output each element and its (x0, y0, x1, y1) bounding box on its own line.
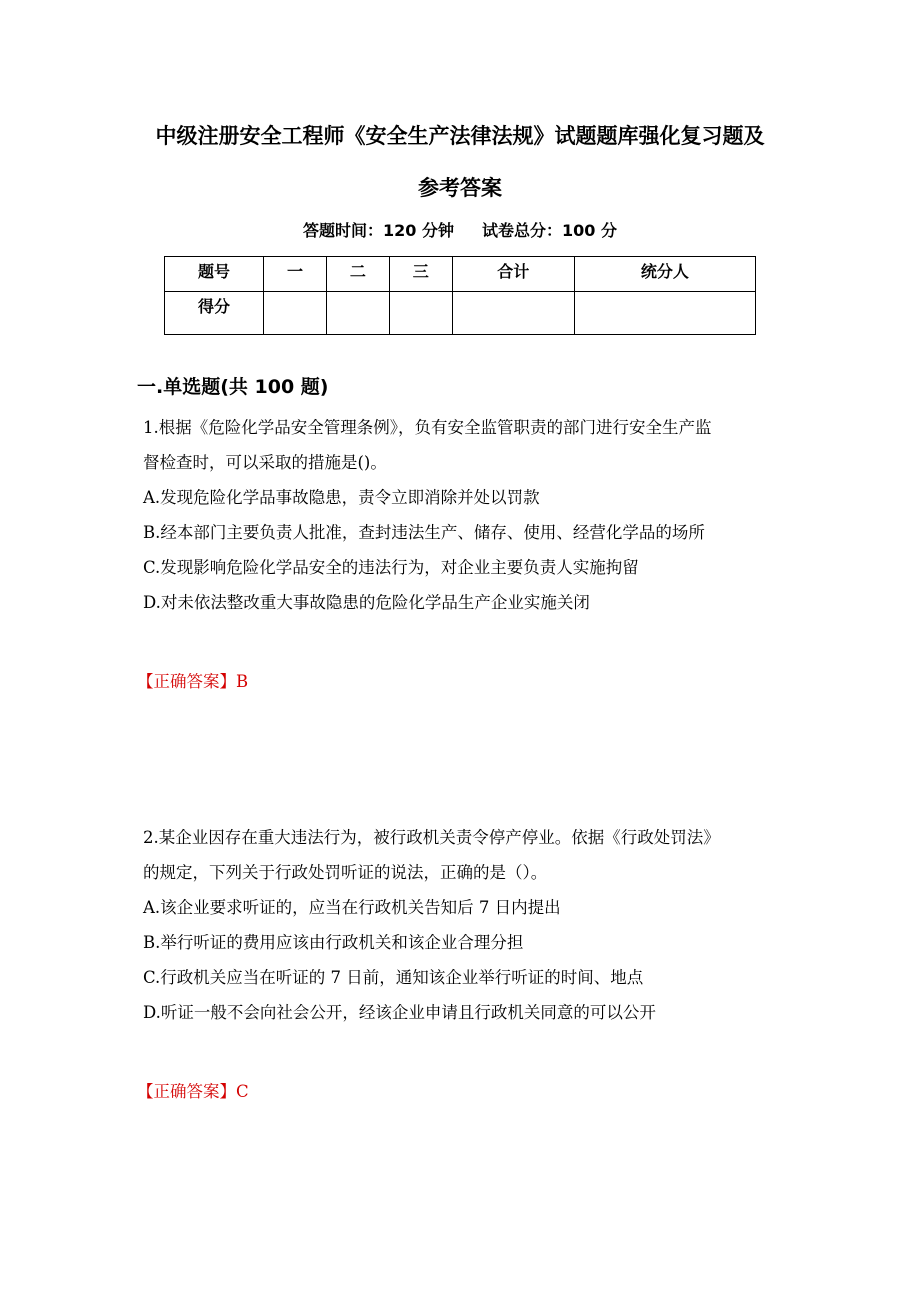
exam-time: 答题时间：120 分钟 (303, 221, 454, 240)
question-stem: 2.某企业因存在重大违法行为，被行政机关责令停产停业。依据《行政处罚法》 (143, 828, 720, 847)
section-title: 一.单选题(共 100 题) (137, 376, 329, 398)
exam-meta (0, 218, 920, 241)
question-stem: 1.根据《危险化学品安全管理条例》，负有安全监管职责的部门进行安全生产监 (143, 418, 712, 437)
score-cell (389, 292, 452, 335)
score-header-cell: 二 (326, 257, 389, 292)
score-header-cell: 一 (264, 257, 327, 292)
document-title-line-2: 参考答案 (418, 176, 502, 200)
score-cell (264, 292, 327, 335)
score-cell (326, 292, 389, 335)
question-stem: 督检查时，可以采取的措施是()。 (143, 453, 387, 472)
option-d: D.对未依法整改重大事故隐患的危险化学品生产企业实施关闭 (143, 593, 590, 612)
score-row-label: 得分 (165, 292, 264, 335)
question-2 (143, 820, 720, 1030)
option-c: C.发现影响危险化学品安全的违法行为，对企业主要负责人实施拘留 (143, 558, 639, 577)
score-table-header-row (165, 257, 756, 292)
question-stem: 的规定，下列关于行政处罚听证的说法，正确的是（）。 (143, 863, 548, 882)
score-cell (452, 292, 574, 335)
score-table-score-row (165, 292, 756, 335)
answer-1: 【正确答案】B (137, 672, 249, 691)
answer-2: 【正确答案】C (137, 1082, 249, 1101)
option-b: B.经本部门主要负责人批准，查封违法生产、储存、使用、经营化学品的场所 (143, 523, 705, 542)
score-header-cell: 三 (389, 257, 452, 292)
score-table (164, 256, 756, 335)
option-b: B.举行听证的费用应该由行政机关和该企业合理分担 (143, 933, 524, 952)
option-a: A.该企业要求听证的，应当在行政机关告知后 7 日内提出 (143, 898, 561, 917)
exam-total-score: 试卷总分：100 分 (482, 221, 617, 240)
score-header-cell: 合计 (452, 257, 574, 292)
score-header-cell: 统分人 (574, 257, 755, 292)
question-1 (143, 410, 712, 620)
option-d: D.听证一般不会向社会公开，经该企业申请且行政机关同意的可以公开 (143, 1003, 656, 1022)
document-title-line-1: 中级注册安全工程师《安全生产法律法规》试题题库强化复习题及 (155, 124, 765, 148)
option-c: C.行政机关应当在听证的 7 日前，通知该企业举行听证的时间、地点 (143, 968, 644, 987)
score-cell (574, 292, 755, 335)
option-a: A.发现危险化学品事故隐患，责令立即消除并处以罚款 (143, 488, 540, 507)
score-header-cell: 题号 (165, 257, 264, 292)
